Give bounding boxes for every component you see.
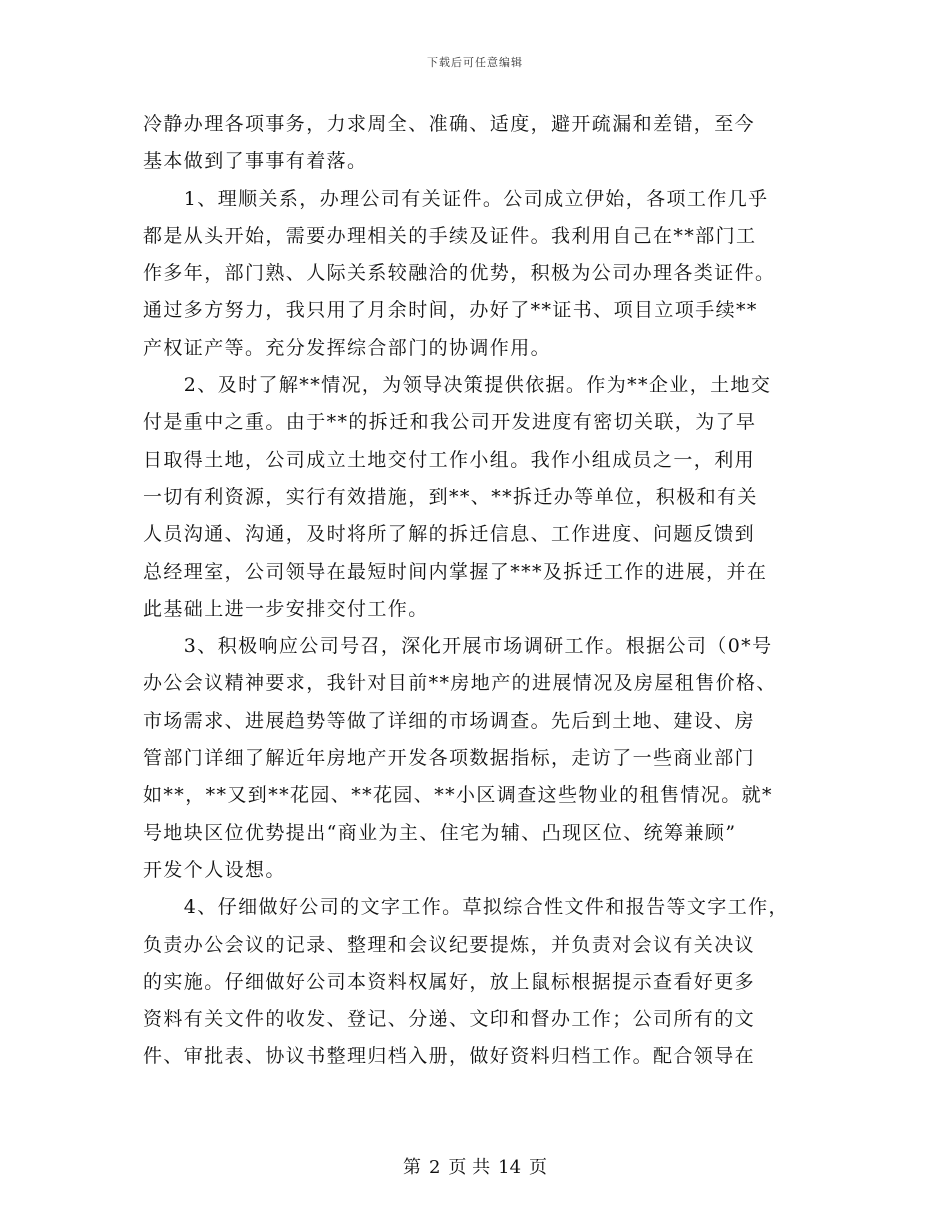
text-line: 人员沟通、沟通，及时将所了解的拆迁信息、工作进度、问题反馈到	[143, 523, 756, 546]
text-line: 件、审批表、协议书整理归档入册，做好资料归档工作。配合领导在	[143, 1045, 756, 1068]
text-line: 开发个人设想。	[143, 858, 286, 881]
document-body	[143, 106, 823, 1076]
text-line: 负责办公会议的记录、整理和会议纪要提炼，并负责对会议有关决议	[143, 933, 756, 956]
text-line: 总经理室，公司领导在最短时间内掌握了***及拆迁工作的进展，并在	[143, 560, 768, 583]
text-line: 此基础上进一步安排交付工作。	[143, 597, 429, 620]
text-line: 的实施。仔细做好公司本资料权属好，放上鼠标根据提示查看好更多	[143, 970, 756, 993]
text-line: 4、仔细做好公司的文字工作。草拟综合性文件和报告等文字工作，	[143, 896, 789, 919]
text-line: 冷静办理各项事务，力求周全、准确、适度，避开疏漏和差错，至今	[143, 113, 756, 135]
text-line: 日取得土地，公司成立土地交付工作小组。我作小组成员之一，利用	[143, 448, 756, 471]
text-line: 通过多方努力，我只用了月余时间，办好了**证书、项目立项手续**	[143, 299, 758, 322]
text-line: 管部门详细了解近年房地产开发各项数据指标，走访了一些商业部门	[143, 747, 756, 770]
footer-suffix: 页	[529, 1157, 548, 1178]
footer-prefix: 第	[402, 1157, 421, 1178]
page-number: 2	[428, 1157, 441, 1178]
text-line: 如**，**又到**花园、**花园、**小区调查这些物业的租售情况。就*	[143, 784, 773, 807]
text-line: 基本做到了事事有着落。	[143, 150, 368, 173]
text-line: 产权证产等。充分发挥综合部门的协调作用。	[143, 336, 552, 359]
total-pages: 14	[498, 1157, 522, 1178]
text-line: 资料有关文件的收发、登记、分递、文印和督办工作；公司所有的文	[143, 1008, 756, 1031]
text-line: 3、积极响应公司号召，深化开展市场调研工作。根据公司（0*号	[143, 635, 773, 658]
page-footer	[0, 1153, 950, 1179]
text-line: 1、理顺关系，办理公司有关证件。公司成立伊始，各项工作几乎	[143, 187, 769, 210]
text-line: 作多年，部门熟、人际关系较融洽的优势，积极为公司办理各类证件。	[143, 262, 776, 285]
text-line: 2、及时了解**情况，为领导决策提供依据。作为**企业，土地交	[143, 374, 772, 397]
footer-middle: 页 共	[448, 1157, 491, 1178]
text-line: 办公会议精神要求，我针对目前**房地产的进展情况及房屋租售价格、	[143, 672, 777, 695]
page-header: 下载后可任意编辑	[427, 56, 523, 69]
text-line: 市场需求、进展趋势等做了详细的市场调查。先后到土地、建设、房	[143, 709, 756, 732]
text-line: 一切有利资源，实行有效措施，到**、**拆迁办等单位，积极和有关	[143, 485, 758, 508]
text-line: 付是重中之重。由于**的拆迁和我公司开发进度有密切关联，为了早	[143, 411, 757, 434]
text-line: 号地块区位优势提出“商业为主、住宅为辅、凸现区位、统筹兼顾”	[143, 821, 737, 844]
text-line: 都是从头开始，需要办理相关的手续及证件。我利用自己在**部门工	[143, 224, 757, 247]
